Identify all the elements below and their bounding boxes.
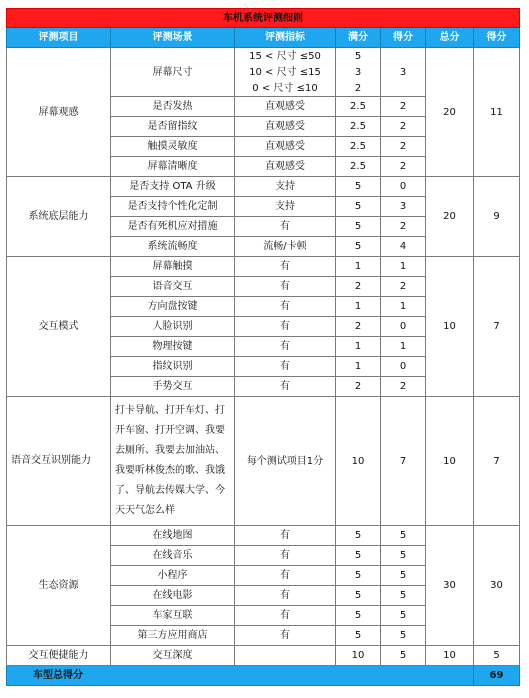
scene-cell: 是否发热 — [111, 97, 235, 117]
full-cell: 5 — [336, 606, 381, 626]
metric-cell: 有 — [235, 566, 336, 586]
scene-cell: 是否有死机应对措施 — [111, 217, 235, 237]
full-cell: 2.5 — [336, 157, 381, 177]
score-cell: 2 — [381, 117, 426, 137]
metric-cell: 0 < 尺寸 ≤10 — [235, 80, 336, 97]
metric-cell: 有 — [235, 586, 336, 606]
header-scene: 评测场景 — [111, 28, 235, 48]
category-voice: 语音交互识别能力 — [7, 397, 111, 526]
scene-cell: 是否支持 OTA 升级 — [111, 177, 235, 197]
category-interaction: 交互模式 — [7, 257, 111, 397]
score-cell: 5 — [381, 646, 426, 666]
scene-cell: 屏幕清晰度 — [111, 157, 235, 177]
score-cell: 3 — [381, 48, 426, 97]
score-cell: 7 — [381, 397, 426, 526]
total-value: 69 — [474, 666, 520, 686]
metric-cell: 有 — [235, 357, 336, 377]
full-cell: 5 — [336, 526, 381, 546]
table-row — [7, 526, 520, 546]
metric-cell: 有 — [235, 277, 336, 297]
metric-cell: 支持 — [235, 177, 336, 197]
metric-cell — [235, 646, 336, 666]
scene-cell: 在线地图 — [111, 526, 235, 546]
total-row — [7, 666, 520, 686]
full-cell: 1 — [336, 297, 381, 317]
metric-cell: 10 < 尺寸 ≤15 — [235, 64, 336, 80]
metric-cell: 有 — [235, 217, 336, 237]
got-cell: 30 — [474, 526, 520, 646]
scene-cell: 语音交互 — [111, 277, 235, 297]
header-full: 满分 — [336, 28, 381, 48]
full-cell: 2.5 — [336, 137, 381, 157]
full-cell: 5 — [336, 48, 381, 65]
total-cell: 20 — [426, 48, 474, 177]
metric-cell: 15 < 尺寸 ≤50 — [235, 48, 336, 65]
scene-cell: 物理按键 — [111, 337, 235, 357]
score-cell: 2 — [381, 377, 426, 397]
score-cell: 4 — [381, 237, 426, 257]
scene-cell: 人脸识别 — [111, 317, 235, 337]
full-cell: 5 — [336, 237, 381, 257]
metric-cell: 有 — [235, 337, 336, 357]
score-cell: 1 — [381, 337, 426, 357]
full-cell: 5 — [336, 546, 381, 566]
metric-cell: 有 — [235, 626, 336, 646]
score-cell: 2 — [381, 217, 426, 237]
scene-cell: 在线音乐 — [111, 546, 235, 566]
evaluation-table-container — [6, 8, 519, 686]
got-cell: 7 — [474, 257, 520, 397]
scene-cell: 方向盘按键 — [111, 297, 235, 317]
scene-cell: 交互深度 — [111, 646, 235, 666]
full-cell: 10 — [336, 646, 381, 666]
metric-cell: 直观感受 — [235, 97, 336, 117]
full-cell: 5 — [336, 217, 381, 237]
category-convenience: 交互便捷能力 — [7, 646, 111, 666]
got-cell: 11 — [474, 48, 520, 177]
score-cell: 5 — [381, 606, 426, 626]
full-cell: 1 — [336, 337, 381, 357]
header-score: 得分 — [381, 28, 426, 48]
total-cell: 10 — [426, 646, 474, 666]
category-screen: 屏幕观感 — [7, 48, 111, 177]
full-cell: 5 — [336, 197, 381, 217]
header-item: 评测项目 — [7, 28, 111, 48]
scene-cell: 屏幕触摸 — [111, 257, 235, 277]
metric-cell: 每个测试项目1分 — [235, 397, 336, 526]
metric-cell: 有 — [235, 377, 336, 397]
score-cell: 5 — [381, 626, 426, 646]
table-title: 车机系统评测细则 — [7, 9, 520, 28]
full-cell: 2.5 — [336, 117, 381, 137]
total-cell: 10 — [426, 397, 474, 526]
total-cell: 20 — [426, 177, 474, 257]
full-cell: 2 — [336, 277, 381, 297]
metric-cell: 有 — [235, 546, 336, 566]
table-row — [7, 177, 520, 197]
total-cell: 10 — [426, 257, 474, 397]
full-cell: 5 — [336, 566, 381, 586]
scene-cell: 屏幕尺寸 — [111, 48, 235, 97]
metric-cell: 直观感受 — [235, 137, 336, 157]
scene-cell: 指纹识别 — [111, 357, 235, 377]
score-cell: 5 — [381, 566, 426, 586]
scene-cell: 触摸灵敏度 — [111, 137, 235, 157]
score-cell: 2 — [381, 97, 426, 117]
score-cell: 2 — [381, 277, 426, 297]
category-ecosystem: 生态资源 — [7, 526, 111, 646]
full-cell: 2 — [336, 377, 381, 397]
scene-cell: 打卡导航、打开车灯、打开车窗、打开空调、我要去厕所、我要去加油站、我要听林俊杰的歌、我饿了、导航去传媒大学、今天天气怎么样 — [111, 397, 235, 526]
header-row — [7, 28, 520, 48]
score-cell: 5 — [381, 586, 426, 606]
metric-cell: 有 — [235, 257, 336, 277]
full-cell: 5 — [336, 626, 381, 646]
score-cell: 0 — [381, 317, 426, 337]
full-cell: 2 — [336, 317, 381, 337]
metric-cell: 直观感受 — [235, 117, 336, 137]
score-cell: 0 — [381, 177, 426, 197]
full-cell: 5 — [336, 586, 381, 606]
got-cell: 5 — [474, 646, 520, 666]
full-cell: 5 — [336, 177, 381, 197]
got-cell: 9 — [474, 177, 520, 257]
header-got: 得分 — [474, 28, 520, 48]
score-cell: 0 — [381, 357, 426, 377]
metric-cell: 有 — [235, 526, 336, 546]
metric-cell: 流畅/卡顿 — [235, 237, 336, 257]
scene-cell: 是否留指纹 — [111, 117, 235, 137]
full-cell: 3 — [336, 64, 381, 80]
got-cell: 7 — [474, 397, 520, 526]
metric-cell: 支持 — [235, 197, 336, 217]
score-cell: 3 — [381, 197, 426, 217]
table-row — [7, 397, 520, 526]
score-cell: 2 — [381, 137, 426, 157]
full-cell: 1 — [336, 257, 381, 277]
score-cell: 5 — [381, 526, 426, 546]
scene-cell: 第三方应用商店 — [111, 626, 235, 646]
table-row — [7, 48, 520, 65]
header-metric: 评测指标 — [235, 28, 336, 48]
full-cell: 1 — [336, 357, 381, 377]
scene-cell: 系统流畅度 — [111, 237, 235, 257]
full-cell: 10 — [336, 397, 381, 526]
total-label: 车型总得分 — [7, 666, 474, 686]
table-row — [7, 257, 520, 277]
metric-cell: 有 — [235, 297, 336, 317]
category-system: 系统底层能力 — [7, 177, 111, 257]
score-cell: 2 — [381, 157, 426, 177]
score-cell: 5 — [381, 546, 426, 566]
metric-cell: 有 — [235, 317, 336, 337]
metric-cell: 有 — [235, 606, 336, 626]
header-total: 总分 — [426, 28, 474, 48]
scene-cell: 手势交互 — [111, 377, 235, 397]
metric-cell: 直观感受 — [235, 157, 336, 177]
scene-cell: 车家互联 — [111, 606, 235, 626]
score-cell: 1 — [381, 257, 426, 277]
full-cell: 2.5 — [336, 97, 381, 117]
total-cell: 30 — [426, 526, 474, 646]
scene-cell: 在线电影 — [111, 586, 235, 606]
evaluation-table — [6, 8, 520, 686]
table-row — [7, 646, 520, 666]
scene-cell: 小程序 — [111, 566, 235, 586]
scene-cell: 是否支持个性化定制 — [111, 197, 235, 217]
full-cell: 2 — [336, 80, 381, 97]
score-cell: 1 — [381, 297, 426, 317]
